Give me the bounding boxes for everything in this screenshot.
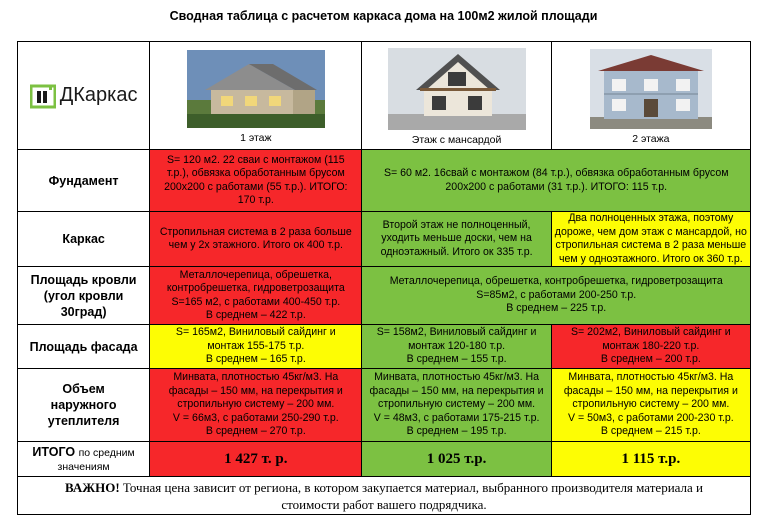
column-label-two-floor: 2 этажа	[632, 132, 670, 145]
facade-attic	[362, 325, 551, 369]
note-line2: стоимости работ вашего подрядчика.	[281, 496, 487, 512]
total-label-rest: по средним	[78, 446, 135, 459]
row-frame	[18, 212, 751, 267]
note-text: Точная цена зависит от региона, в котором закупается материал, выбранного производителя материала и	[119, 479, 703, 495]
row-label-insulation	[18, 369, 150, 442]
total-attic: 1 025 т.р.	[362, 442, 551, 477]
text-line: чем у одноэтажного. Итого ок 360 т.р.	[558, 252, 743, 265]
facade-two-floor	[551, 325, 750, 369]
text-line: монтаж 120-180 т.р.	[408, 339, 506, 352]
row-label-frame: Каркас	[18, 212, 150, 267]
text-line: стропильная система в 2 раза меньше	[555, 239, 747, 251]
row-label-facade: Площадь фасада	[18, 325, 150, 369]
text-line: S= 60 м2. 16свай с монтажом (84 т.р.), обвязка обработанным брусом	[383, 167, 729, 179]
house-two-floor-photo	[590, 49, 712, 129]
text-line: уходить меньше доски, чем на	[381, 232, 532, 245]
summary-table	[17, 41, 751, 515]
header-row	[18, 42, 751, 150]
col-header-attic	[362, 42, 551, 150]
text-line: S=85м2, с работами 200-250 т.р.	[476, 288, 637, 301]
roof-attic-two-floor	[362, 267, 751, 325]
text-line: чем у 2х этажного. Итого ок 400 т.р.	[168, 239, 343, 251]
text-line: Минвата, плотностью 45кг/м3. На	[173, 371, 339, 384]
text-line: т.р.), обвязка обработанным брусом	[166, 167, 345, 179]
row-roof	[18, 267, 751, 325]
text-line: В среднем – 225 т.р.	[506, 302, 607, 315]
text-line: Минвата, плотностью 45кг/м3. На	[374, 371, 540, 384]
text-line: наружного	[50, 398, 117, 412]
text-line: контробрешетка, гидроветрозащита	[166, 282, 345, 294]
text-line: В среднем – 195 т.р.	[406, 425, 507, 438]
house-attic-photo	[388, 48, 526, 130]
total-one-floor: 1 427 т. р.	[150, 442, 362, 477]
text-line: Площадь кровли	[30, 272, 137, 287]
text-line: V = 50м3, с работами 200-230 т.р.	[567, 411, 734, 424]
text-line: В среднем – 422 т.р.	[205, 309, 306, 321]
text-line: В среднем – 165 т.р.	[205, 353, 306, 366]
logo-cell	[18, 42, 150, 150]
text-line: Металлочерепица, обрешетка, контробрешетка, гидроветрозащита	[389, 275, 723, 288]
text-line: S= 165м2, Виниловый сайдинг и	[175, 326, 336, 339]
column-label-attic: Этаж с мансардой	[411, 133, 502, 146]
insulation-attic	[362, 369, 551, 442]
page-title: Сводная таблица с расчетом каркаса дома на 100м2 жилой площади	[169, 9, 598, 23]
total-label-line1	[18, 445, 149, 460]
note-bold: ВАЖНО!	[65, 479, 120, 495]
text-line: Металлочерепица, обрешетка,	[179, 268, 332, 281]
text-line: Минвата, плотностью 45кг/м3. На	[568, 371, 734, 384]
foundation-one-floor	[150, 150, 362, 212]
frame-one-floor	[150, 212, 362, 267]
text-line: 170 т.р.	[237, 194, 274, 206]
text-line: Объем	[62, 382, 105, 396]
text-line: 200х200 с работами (31 т.р.). ИТОГО: 115 т.р.	[445, 180, 668, 193]
text-line: дороже, чем дом этаж с мансардой, но	[554, 225, 747, 238]
text-line: В среднем – 155 т.р.	[406, 353, 507, 366]
row-note	[18, 477, 751, 515]
total-label-line2: значениям	[57, 460, 110, 473]
text-line: 200х200 с работами (55 т.р.). ИТОГО:	[164, 180, 348, 193]
text-line: В среднем – 215 т.р.	[600, 425, 701, 438]
dkarkas-logo	[18, 83, 149, 109]
roof-one-floor	[150, 267, 362, 325]
text-line: стропильную систему – 200 мм.	[378, 398, 536, 411]
row-facade	[18, 325, 751, 369]
text-line: фасады – 150 мм, на перекрытия и	[563, 384, 738, 397]
column-label-one-floor: 1 этаж	[240, 131, 272, 144]
dkarkas-logo-icon	[30, 83, 56, 109]
text-line: V = 48м3, с работами 175-215 т.р.	[373, 411, 540, 424]
text-line: стропильную систему – 200 мм.	[177, 398, 335, 411]
frame-attic	[362, 212, 551, 267]
text-line: утеплителя	[47, 414, 120, 428]
row-label-foundation: Фундамент	[18, 150, 150, 212]
col-header-one-floor	[150, 42, 362, 150]
row-insulation	[18, 369, 751, 442]
text-line: 30град)	[60, 304, 107, 319]
row-label-roof	[18, 267, 150, 325]
col-header-two-floor	[551, 42, 750, 150]
text-line: V = 66м3, с работами 250-290 т.р.	[172, 411, 339, 424]
row-label-total	[18, 442, 150, 477]
facade-one-floor	[150, 325, 362, 369]
frame-two-floor	[551, 212, 750, 267]
text-line: фасады – 150 мм, на перекрытия и	[168, 384, 343, 397]
text-line: Два полноценных этажа, поэтому	[568, 212, 734, 224]
insulation-two-floor	[551, 369, 750, 442]
total-two-floor: 1 115 т.р.	[551, 442, 750, 477]
text-line: монтаж 180-220 т.р.	[602, 339, 700, 352]
text-line: (угол кровли	[43, 288, 124, 303]
house-one-floor-photo	[187, 50, 325, 128]
important-note	[18, 477, 751, 515]
row-foundation	[18, 150, 751, 212]
text-line: S=165 м2, с работами 400-450 т.р.	[171, 295, 341, 308]
text-line: фасады – 150 мм, на перекрытия и	[369, 384, 544, 397]
text-line: S= 158м2, Виниловый сайдинг и	[376, 326, 537, 339]
foundation-attic-two-floor	[362, 150, 751, 212]
text-line: В среднем – 200 т.р.	[600, 353, 701, 366]
text-line: одноэтажный. Итого ок 335 т.р.	[380, 245, 533, 258]
text-line: монтаж 155-175 т.р.	[207, 339, 305, 352]
text-line: S= 202м2, Виниловый сайдинг и	[570, 326, 731, 339]
row-total	[18, 442, 751, 477]
text-line: В среднем – 270 т.р.	[205, 425, 306, 438]
text-line: S= 120 м2. 22 сваи с монтажом (115	[166, 153, 345, 166]
text-line: стропильную систему – 200 мм.	[572, 398, 730, 411]
note-line1	[18, 479, 750, 496]
insulation-one-floor	[150, 369, 362, 442]
text-line: Стропильная система в 2 раза больше	[159, 225, 352, 238]
total-label-bold: ИТОГО	[32, 444, 76, 459]
logo-text: ДКаркас	[59, 84, 138, 106]
text-line: Второй этаж не полноценный,	[382, 218, 531, 231]
